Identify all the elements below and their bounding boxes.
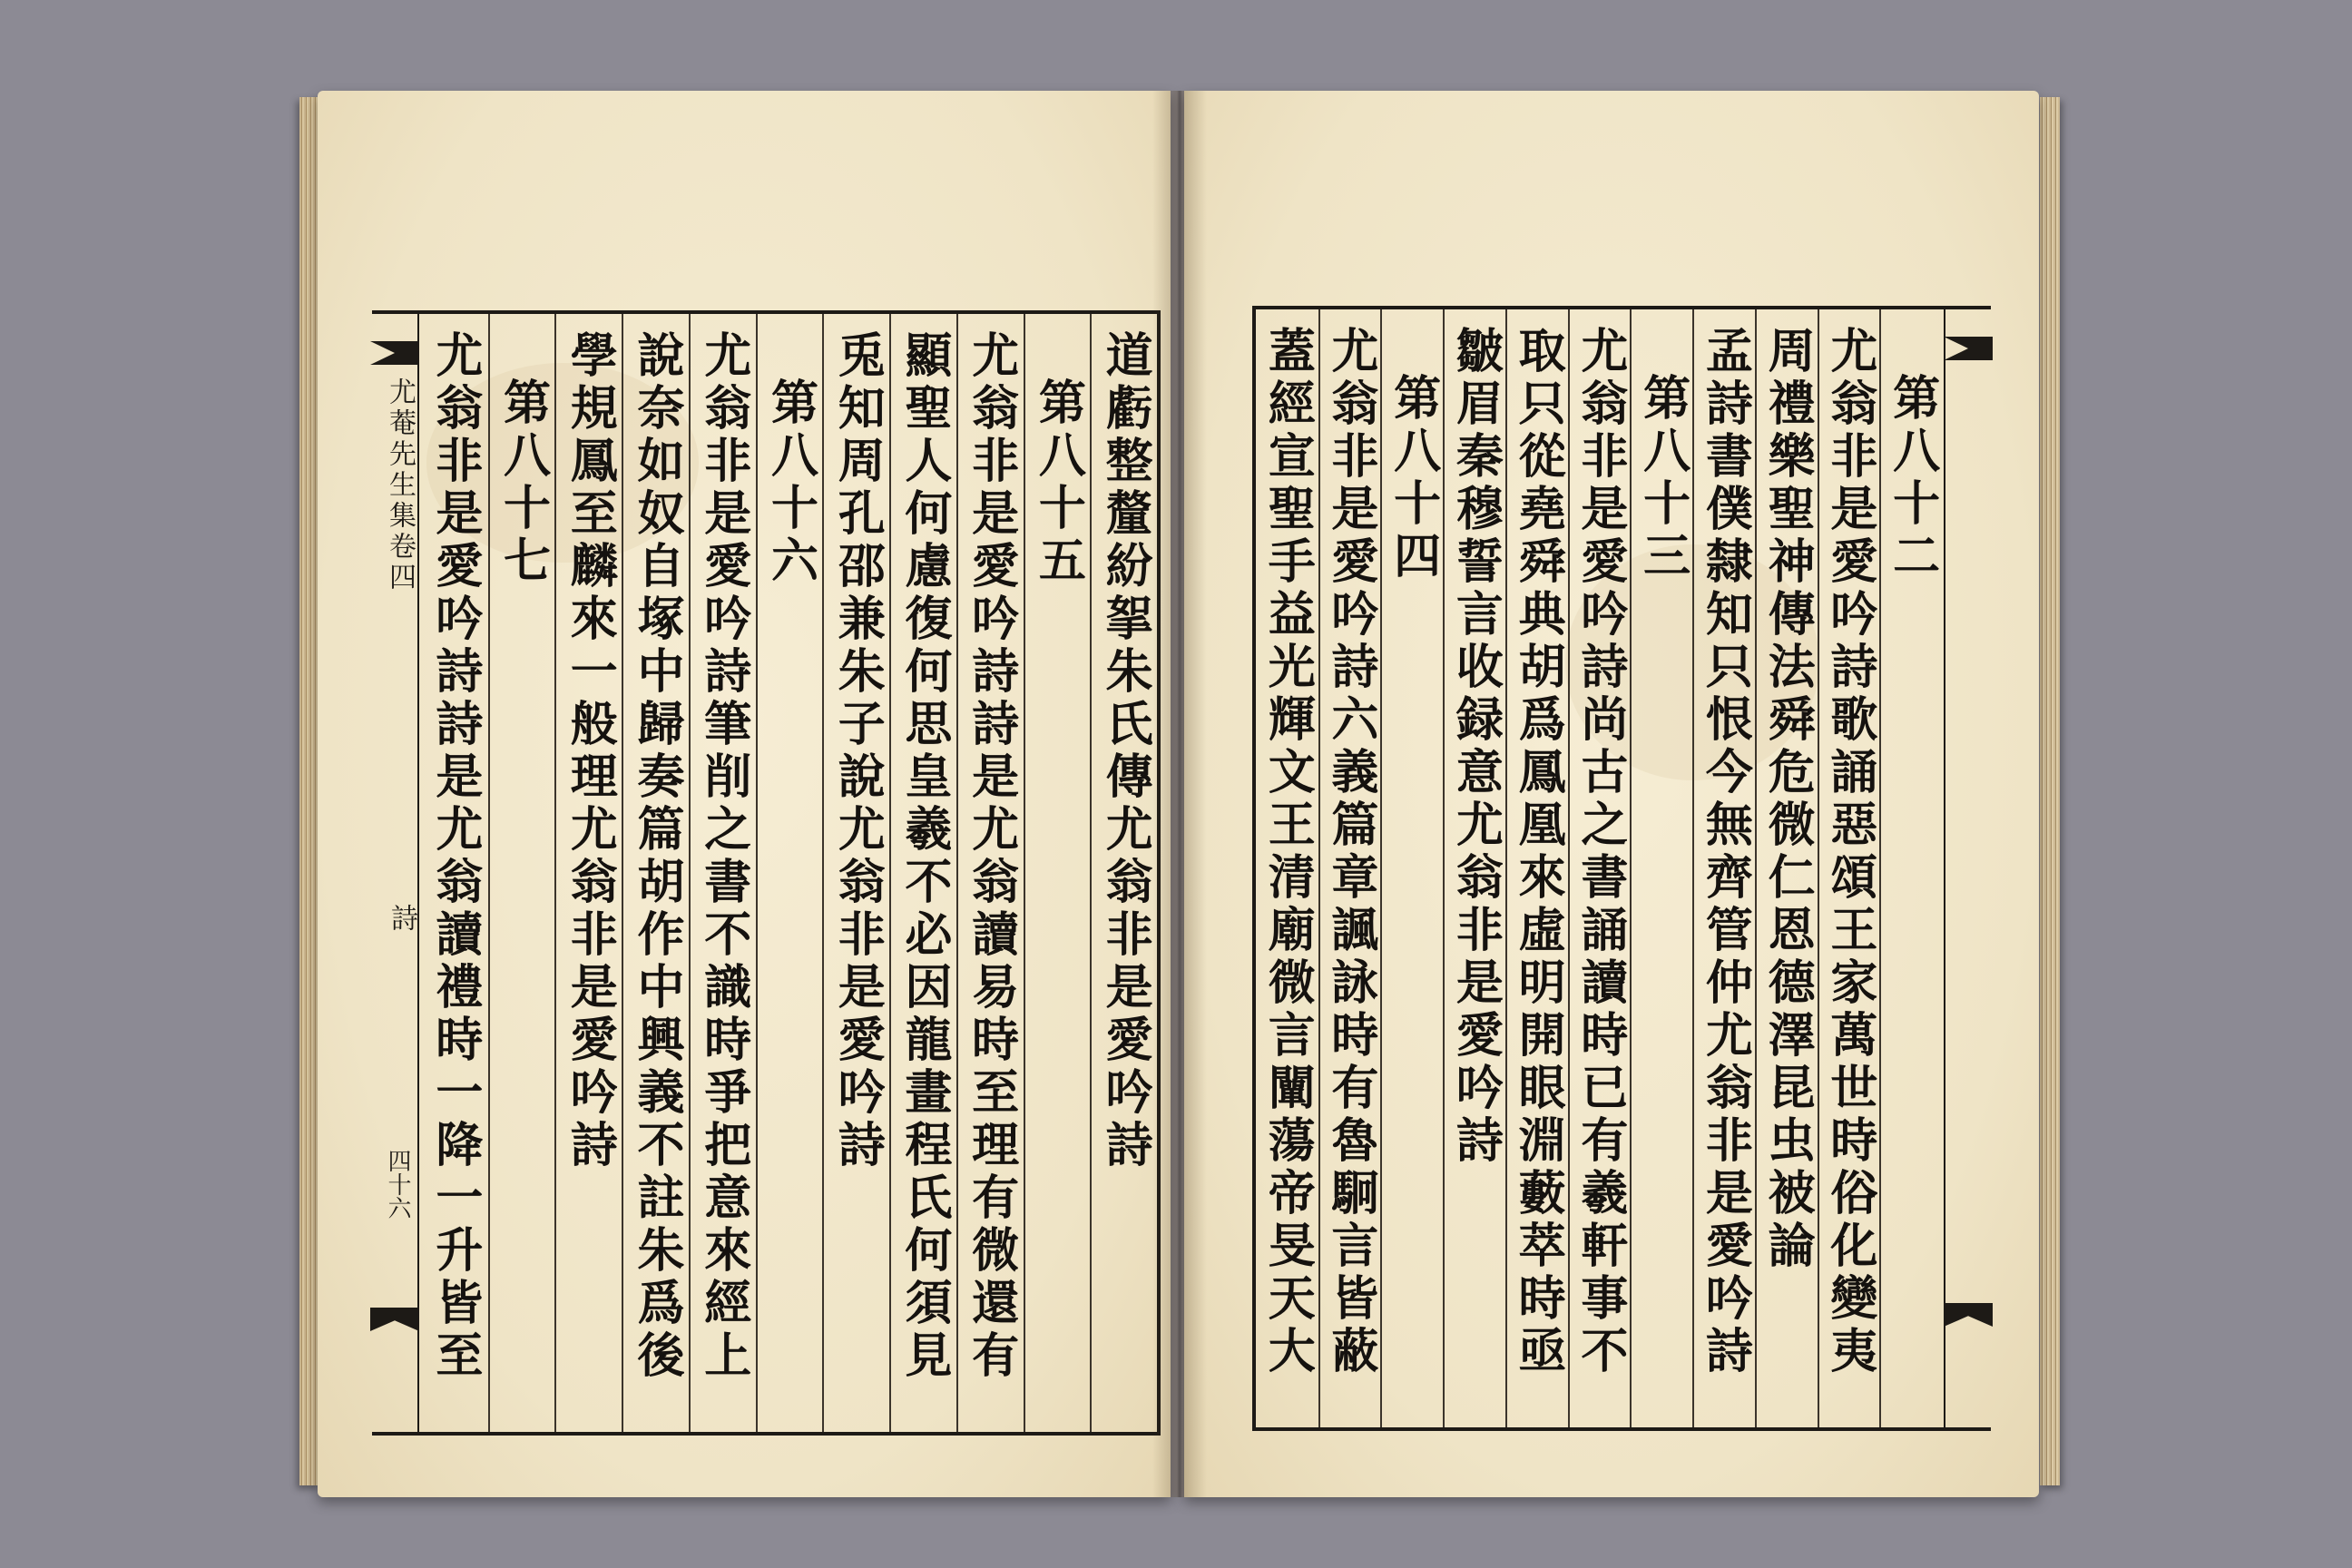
text-column [1090, 314, 1157, 1432]
text-column [1024, 314, 1091, 1432]
poem-heading: 第八十七 [495, 377, 551, 588]
right-page-stack [2040, 97, 2060, 1485]
banner-section: 詩 [386, 904, 417, 931]
upper-fishtail-mark [370, 341, 419, 365]
text-column [1630, 309, 1692, 1427]
text-column [889, 314, 956, 1432]
text-column [1318, 309, 1381, 1427]
text-column [822, 314, 889, 1432]
poem-line: 取只從堯舜典胡爲鳳凰來虛明開眼淵藪萃時亟 [1510, 326, 1566, 1378]
text-column [488, 314, 555, 1432]
poem-line: 道虧整釐紛挐朱氏傳尤翁非是愛吟詩 [1097, 330, 1153, 1172]
text-column [756, 314, 823, 1432]
poem-line: 蓋經宣聖手益光輝文王清廟微言闡蕩帝旻天大 [1259, 326, 1316, 1378]
poem-line: 學規鳳至麟來一般理尤翁非是愛吟詩 [562, 330, 618, 1172]
poem-heading: 第八十二 [1884, 373, 1940, 583]
lower-fishtail-mark [1944, 1303, 1993, 1327]
right-edge-column [1944, 309, 1991, 1427]
poem-heading: 第八十四 [1385, 373, 1441, 583]
poem-line: 顯聖人何慮復何思皇羲不必因龍畫程氏何須見 [896, 330, 952, 1383]
text-column [1692, 309, 1755, 1427]
text-column [1879, 309, 1942, 1427]
poem-line: 尤翁非是愛吟詩詩是尤翁讀禮時一降一升皆至 [426, 330, 483, 1383]
poem-heading: 第八十三 [1634, 373, 1690, 583]
poem-line: 周禮樂聖神傳法舜危微仁恩德澤昆虫被論 [1759, 326, 1816, 1273]
book-gutter [1152, 91, 1207, 1497]
center-banner-column [372, 314, 419, 1432]
text-column [1443, 309, 1505, 1427]
right-text-columns [1256, 309, 1942, 1427]
text-column [1256, 309, 1318, 1427]
poem-line: 孟詩書僕隸知只恨今無齊管仲尤翁非是愛吟詩 [1697, 326, 1753, 1378]
poem-line: 尤翁非是愛吟詩歌誦惡頌王家萬世時俗化變夷 [1821, 326, 1877, 1378]
left-text-frame [372, 310, 1161, 1436]
text-column [1380, 309, 1443, 1427]
text-column [1755, 309, 1818, 1427]
poem-line: 說奈如奴自塚中歸奏篇胡作中興義不註朱爲後 [628, 330, 684, 1383]
text-column [421, 314, 488, 1432]
poem-line: 兎知周孔邵兼朱子說尤翁非是愛吟詩 [829, 330, 886, 1172]
text-column [1568, 309, 1631, 1427]
text-column [622, 314, 689, 1432]
open-book [309, 86, 2051, 1502]
banner-title: 尤菴先生集卷四 [384, 377, 416, 593]
poem-line: 尤翁非是愛吟詩六義篇章諷詠時有魯駉言皆蔽 [1322, 326, 1378, 1378]
text-column [1505, 309, 1568, 1427]
text-column [554, 314, 622, 1432]
text-column [956, 314, 1024, 1432]
upper-fishtail-mark [1944, 337, 1993, 360]
poem-line: 尤翁非是愛吟詩筆削之書不識時爭把意來經上 [695, 330, 751, 1383]
poem-heading: 第八十六 [762, 377, 818, 588]
text-column [689, 314, 756, 1432]
poem-heading: 第八十五 [1030, 377, 1086, 588]
banner-folio: 四十六 [384, 1149, 411, 1220]
lower-fishtail-mark [370, 1308, 419, 1331]
left-text-columns [421, 314, 1157, 1432]
text-column [1818, 309, 1880, 1427]
right-text-frame [1252, 306, 1991, 1431]
poem-line: 皺眉秦穆誓言收録意尤翁非是愛吟詩 [1447, 326, 1504, 1168]
poem-line: 尤翁非是愛吟詩詩是尤翁讀易時至理有微還有 [963, 330, 1019, 1383]
poem-line: 尤翁非是愛吟詩尚古之書誦讀時已有羲軒事不 [1572, 326, 1628, 1378]
left-page [318, 91, 1171, 1497]
